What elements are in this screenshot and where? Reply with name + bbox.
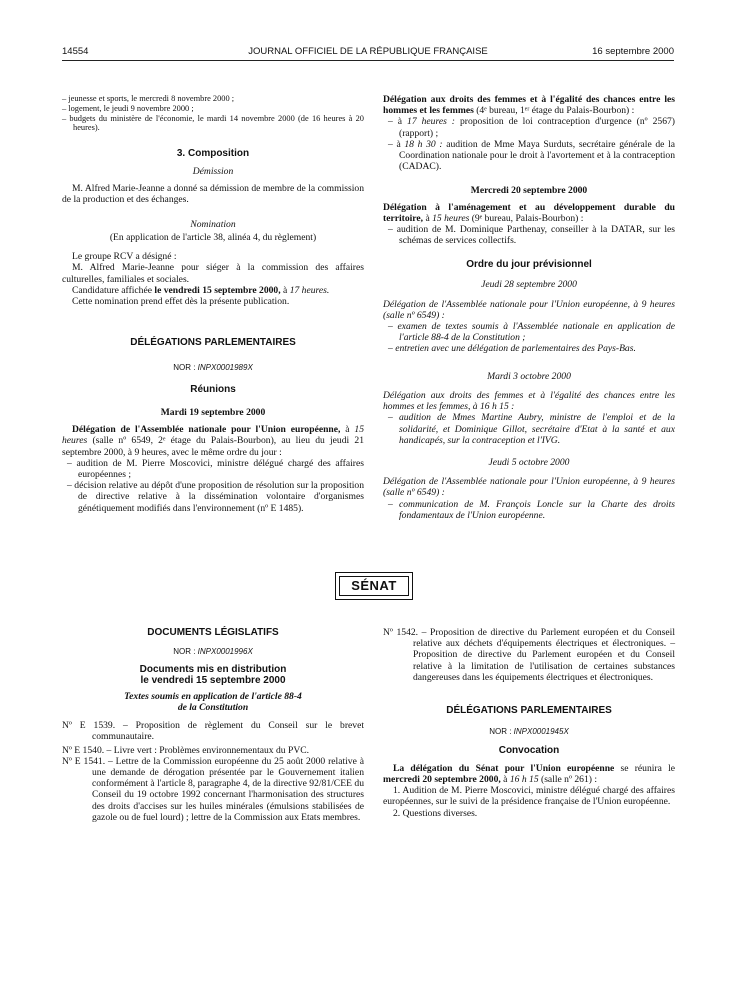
- senat-label-box: [335, 572, 413, 600]
- femmes-item: – à 18 h 30 : audition de Mme Maya Surduts, secrétaire générale de la Coordination nationale pour le droit à l'avortement et à la contraception (CADAC).: [388, 138, 676, 173]
- jeudi28-item: – entretien avec une délégation de parlementaires des Pays-Bas.: [388, 343, 636, 355]
- mardi3-item: – audition de Mmes Martine Aubry, ministre de l'emploi et de la solidarité, et Dominique Gillot, secrétaire d'Etat à la santé et aux handicapés, sur la contraception et l'IVG.: [388, 412, 675, 446]
- jeudi5-heading: Jeudi 5 octobre 2000: [488, 456, 570, 468]
- jeudi28-text: Délégation de l'Assemblée nationale pour l'Union européenne, à 9 heures (salle nº 6549) :: [383, 298, 675, 321]
- distribution-heading: Documents mis en distribution le vendredi 15 septembre 2000: [139, 664, 287, 687]
- convocation-text: La délégation du Sénat pour l'Union européenne se réunira le mercredi 20 septembre 2000, à 16 h 15 (salle nº 261) :: [383, 762, 675, 786]
- designation-text: M. Alfred Marie-Jeanne pour siéger à la commission des affaires culturelles, familiales et sociales.: [62, 262, 364, 285]
- convocation-item: 2. Questions diverses.: [393, 807, 478, 819]
- agenda-item: – audition de M. Pierre Moscovici, ministre délégué chargé des affaires européennes ;: [67, 457, 364, 481]
- jeudi5-item: – communication de M. François Loncle sur la Charte des droits fondamentaux de l'Union européenne.: [388, 498, 675, 521]
- demission-heading: Démission: [192, 166, 234, 177]
- journal-title: JOURNAL OFFICIEL DE LA RÉPUBLIQUE FRANÇAISE: [248, 46, 488, 57]
- delegations-heading: DÉLÉGATIONS PARLEMENTAIRES: [130, 337, 296, 349]
- deleg-femmes-text: Délégation aux droits des femmes et à l'égalité des chances entre les hommes et les femmes (4ᵉ bureau, 1ᵉʳ étage du Palais-Bourbon) :: [383, 94, 675, 117]
- document-item: Nº E 1541. – Lettre de la Commission européenne du 25 août 2000 relative à une demande de dérogation présentée par le Gouvernement italien conformément à l'article 8, paragraphe 4, de la directive 92/81/CEE du Conseil du 19 octobre 1992 concernant l'harmonisation des structures des droits d'accises sur les huiles minérales (émulsions stabilisées de gazole ou de fuel lourd) ; lettre de la Commission aux Etats membres.: [62, 755, 364, 823]
- schedule-item: – budgets du ministère de l'économie, le mardi 14 novembre 2000 (de 16 heures à 20 heures).: [62, 113, 364, 133]
- textes-heading: Textes soumis en application de l'article 88-4 de la Constitution: [124, 691, 302, 713]
- document-item: Nº 1542. – Proposition de directive du Parlement européen et du Conseil relative aux déchets d'équipements électriques et électroniques. – Proposition de directive du Parlement européen et du Conseil relative à la limitation de l'utilisation de certaines substances dangereuses dans les équipements électriques et électroniques.: [383, 627, 675, 683]
- page-number: 14554: [62, 46, 89, 57]
- amenagement-text: Délégation à l'aménagement et au développement durable du territoire, à 15 heures (9ᵉ bureau, Palais-Bourbon) :: [383, 201, 675, 224]
- agenda-item: – décision relative au dépôt d'une proposition de résolution sur la proposition de directive relative à la dissémination volontaire d'organismes génétiquement modifiés dans l'environnement (nº E 1485).: [67, 480, 364, 514]
- nor-reference: NOR : INPX0001989X: [173, 362, 253, 372]
- right-column-top: [383, 94, 675, 521]
- composition-heading: 3. Composition: [176, 148, 250, 160]
- mardi-heading: Mardi 19 septembre 2000: [160, 406, 266, 418]
- delegations-heading: DÉLÉGATIONS PARLEMENTAIRES: [446, 705, 612, 717]
- schedule-item: – jeunesse et sports, le mercredi 8 novembre 2000 ;: [62, 94, 235, 103]
- mercredi-heading: Mercredi 20 septembre 2000: [470, 184, 588, 196]
- nor-reference: NOR : INPX0001945X: [489, 726, 569, 736]
- mardi3-heading: Mardi 3 octobre 2000: [487, 370, 571, 382]
- deleg-ue-text: Délégation de l'Assemblée nationale pour l'Union européenne, à 15 heures (salle nº 6549, 2ᵉ étage du Palais-Bourbon), au lieu du jeudi 21 septembre 2000, à 9 heures, avec le même ordre du jour :: [62, 424, 365, 458]
- ordre-heading: Ordre du jour prévisionnel: [466, 258, 592, 270]
- nomination-heading: Nomination: [190, 218, 236, 230]
- demission-text: M. Alfred Marie-Jeanne a donné sa démission de membre de la commission de la production et des échanges.: [62, 183, 364, 206]
- page-header: [62, 46, 674, 61]
- header-date: 16 septembre 2000: [592, 46, 674, 57]
- effect-text: Cette nomination prend effet dès la présente publication.: [72, 295, 290, 307]
- convocation-item: 1. Audition de M. Pierre Moscovici, ministre délégué chargé des affaires européennes, sur le suivi de la présidence française de l'Union européenne.: [383, 785, 675, 808]
- schedule-item: – logement, le jeudi 9 novembre 2000 ;: [62, 103, 194, 113]
- mardi3-text: Délégation aux droits des femmes et à l'égalité des chances entre les hommes et les femmes, à 16 h 15 :: [383, 389, 675, 413]
- senat-left-column: [62, 627, 364, 823]
- candidature-text: Candidature affichée le vendredi 15 septembre 2000, à 17 heures.: [72, 284, 330, 296]
- left-column-top: [62, 94, 364, 514]
- reunions-heading: Réunions: [190, 384, 236, 396]
- senat-right-column: [383, 627, 675, 819]
- jeudi5-text: Délégation de l'Assemblée nationale pour l'Union européenne, à 9 heures (salle nº 6549) :: [383, 476, 675, 499]
- nomination-note: (En application de l'article 38, alinéa 4, du règlement): [109, 231, 317, 243]
- senat-label: SÉNAT: [339, 576, 409, 596]
- amenagement-item: – audition de M. Dominique Parthenay, conseiller à la DATAR, sur les schémas de services collectifs.: [388, 224, 675, 247]
- document-item: Nº E 1539. – Proposition de règlement du Conseil sur le brevet communautaire.: [62, 720, 364, 743]
- jeudi28-item: – examen de textes soumis à l'Assemblée nationale en application de l'article 88-4 de la Constitution ;: [388, 320, 675, 344]
- group-text: Le groupe RCV a désigné :: [72, 251, 177, 263]
- jeudi28-heading: Jeudi 28 septembre 2000: [481, 279, 577, 291]
- nor-reference: NOR : INPX0001996X: [173, 646, 253, 656]
- documents-heading: DOCUMENTS LÉGISLATIFS: [147, 627, 279, 638]
- document-item: Nº E 1540. – Livre vert : Problèmes environnementaux du PVC.: [62, 744, 310, 756]
- femmes-item: – à 17 heures : proposition de loi contraception d'urgence (nº 2567) (rapport) ;: [388, 116, 675, 139]
- convocation-heading: Convocation: [498, 745, 560, 757]
